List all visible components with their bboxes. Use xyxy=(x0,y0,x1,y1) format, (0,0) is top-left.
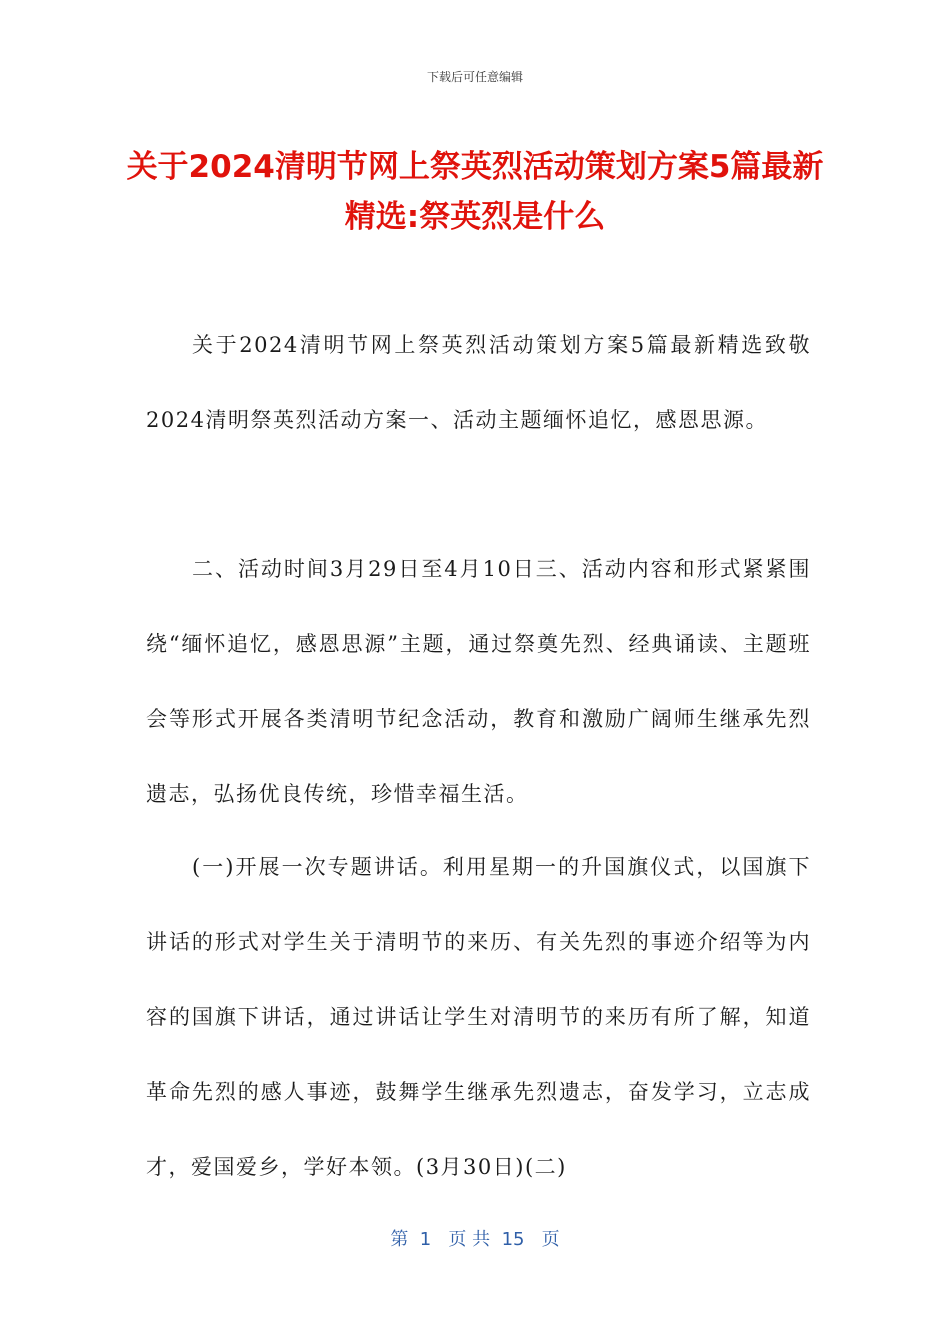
header-note: 下载后可任意编辑 xyxy=(426,70,523,84)
page-footer: 第 1 页 共 15 页 xyxy=(390,1229,560,1250)
paragraph-3: (一)开展一次专题讲话。利用星期一的升国旗仪式，以国旗下讲话的形式对学生关于清明节的来历、有关先烈的事迹介绍等为内容的国旗下讲话，通过讲话让学生对清明节的来历有所了解，知道革命先烈的感人事迹，鼓舞学生继承先烈遗志，奋发学习，立志成才，爱国爱乡，学好本领。(3月30日)(二) xyxy=(146,855,811,1179)
document-title: 关于2024清明节网上祭英烈活动策划方案5篇最新精选:祭英烈是什么 xyxy=(126,149,824,235)
paragraph-2: 二、活动时间3月29日至4月10日三、活动内容和形式紧紧围绕“缅怀追忆，感恩思源”主题，通过祭奠先烈、经典诵读、主题班会等形式开展各类清明节纪念活动，教育和激励广阔师生继承先烈遗志，弘扬优良传统，珍惜幸福生活。 xyxy=(146,557,811,806)
paragraph-1: 关于2024清明节网上祭英烈活动策划方案5篇最新精选致敬2024清明祭英烈活动方案一、活动主题缅怀追忆，感恩思源。 xyxy=(146,333,811,432)
